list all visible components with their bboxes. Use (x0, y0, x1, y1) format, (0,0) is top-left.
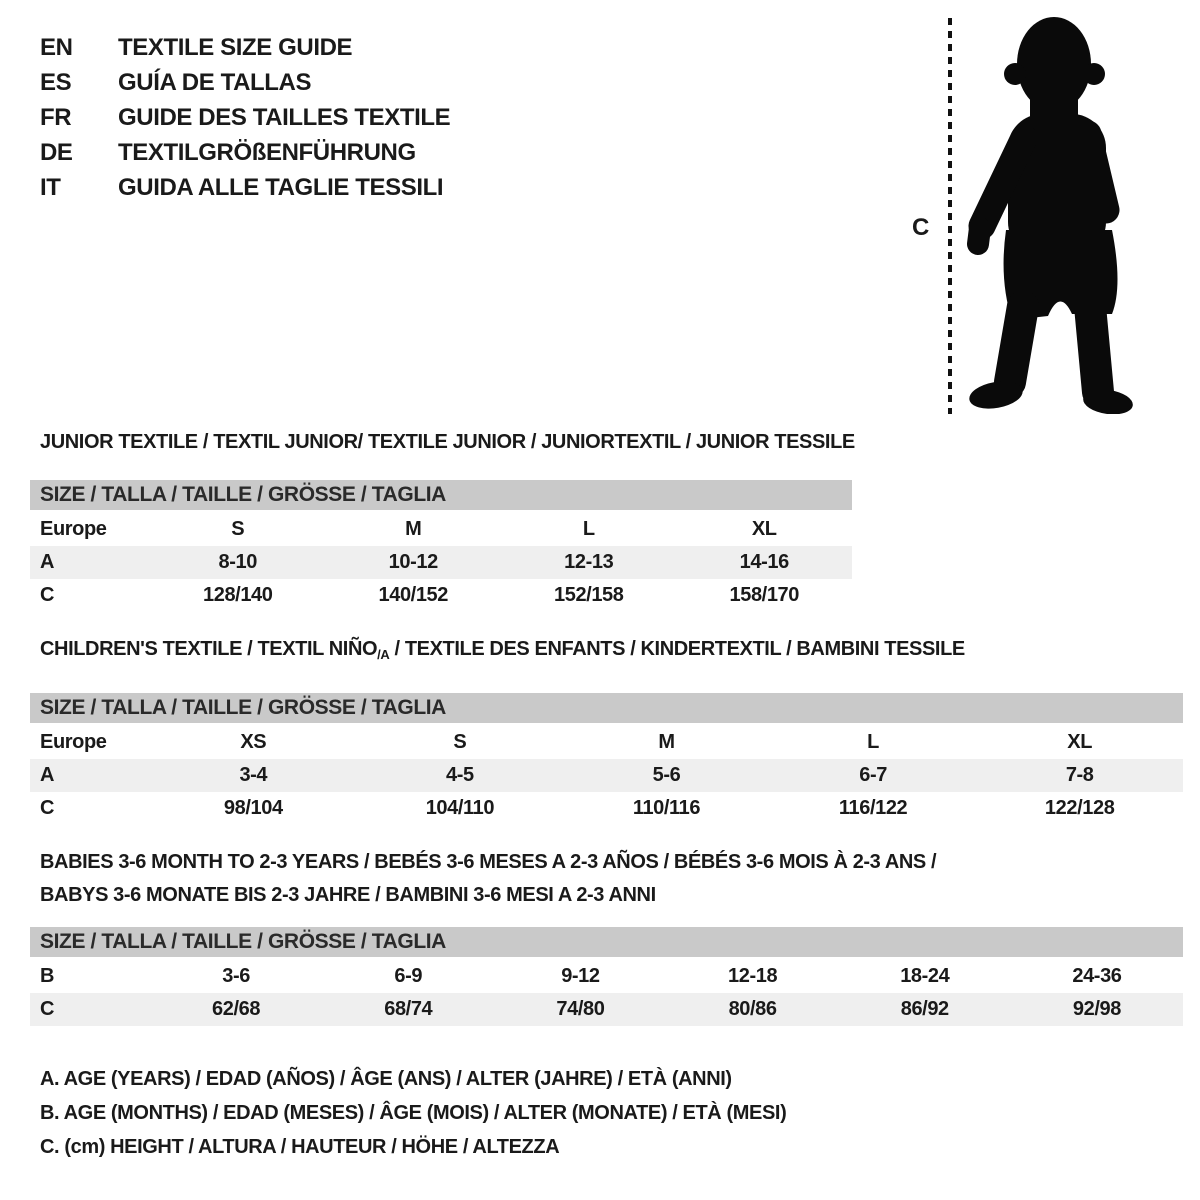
row-label: B (40, 965, 55, 987)
size-header-band: SIZE / TALLA / TAILLE / GRÖSSE / TAGLIA (30, 480, 852, 510)
babies-title-line1: BABIES 3-6 MONTH TO 2-3 YEARS / BEBÉS 3-6 MESES A 2-3 AÑOS / BÉBÉS 3-6 MOIS À 2-3 ANS / (40, 851, 937, 873)
table-row (30, 759, 1183, 792)
lang-row-fr (40, 100, 450, 135)
row-label: C (40, 797, 55, 819)
toddler-silhouette-icon (966, 14, 1134, 414)
size-cell: S (453, 731, 467, 753)
measurement-legend (40, 1062, 786, 1164)
lang-code: IT (40, 174, 61, 201)
size-cell: 116/122 (838, 797, 908, 819)
junior-size-table (30, 513, 852, 612)
lang-code: EN (40, 34, 73, 61)
size-cell: M (658, 731, 675, 753)
size-header-band: SIZE / TALLA / TAILLE / GRÖSSE / TAGLIA (30, 927, 1183, 957)
children-section (30, 637, 1183, 825)
junior-section (30, 430, 855, 612)
height-measure-label: C (912, 214, 929, 241)
children-title-post: / TEXTILE DES ENFANTS / KINDERTEXTIL / BAMBINI TESSILE (389, 638, 965, 660)
size-cell: 3-6 (222, 965, 250, 987)
table-row (30, 726, 1183, 759)
size-cell: 7-8 (1065, 764, 1094, 786)
size-cell: 158/170 (729, 584, 799, 606)
guide-title-it: GUIDA ALLE TAGLIE TESSILI (118, 174, 444, 201)
size-cell: XS (240, 731, 267, 753)
size-cell: M (405, 518, 422, 540)
size-cell: 128/140 (203, 584, 273, 606)
size-cell: 62/68 (212, 998, 261, 1020)
size-cell: 8-10 (218, 551, 257, 573)
junior-section-title: JUNIOR TEXTILE / TEXTIL JUNIOR/ TEXTILE JUNIOR / JUNIORTEXTIL / JUNIOR TESSILE (40, 431, 855, 453)
row-label: A (40, 764, 55, 786)
children-title-sub: /A (377, 647, 390, 662)
size-cell: 10-12 (388, 551, 438, 573)
size-cell: 98/104 (223, 797, 283, 819)
size-cell: 6-7 (859, 764, 887, 786)
size-header-band: SIZE / TALLA / TAILLE / GRÖSSE / TAGLIA (30, 693, 1183, 723)
size-cell: S (231, 518, 245, 540)
size-cell: 152/158 (554, 584, 624, 606)
size-cell: L (867, 731, 879, 753)
row-label: Europe (40, 731, 107, 753)
row-label: C (40, 584, 55, 606)
children-title-pre: CHILDREN'S TEXTILE / TEXTIL NIÑO (40, 638, 378, 660)
row-label: Europe (40, 518, 107, 540)
size-cell: 68/74 (384, 998, 433, 1020)
lang-row-it (40, 170, 450, 205)
lang-code: ES (40, 69, 72, 96)
babies-title-line2: BABYS 3-6 MONATE BIS 2-3 JAHRE / BAMBINI 3-6 MESI A 2-3 ANNI (40, 884, 656, 906)
size-cell: 14-16 (739, 551, 789, 573)
table-row (30, 993, 1183, 1026)
table-row (30, 513, 852, 546)
language-title-list (40, 30, 450, 205)
babies-section (30, 846, 1183, 1026)
row-label: C (40, 998, 55, 1020)
children-size-table (30, 726, 1183, 825)
size-cell: L (582, 518, 595, 540)
lang-row-en (40, 30, 450, 65)
size-cell: 24-36 (1072, 965, 1122, 987)
babies-size-table (30, 960, 1183, 1026)
size-cell: 4-5 (446, 764, 474, 786)
size-cell: 3-4 (239, 764, 268, 786)
guide-title-en: TEXTILE SIZE GUIDE (118, 34, 353, 61)
guide-title-es: GUÍA DE TALLAS (118, 69, 312, 96)
legend-line-a: A. AGE (YEARS) / EDAD (AÑOS) / ÂGE (ANS) / ALTER (JAHRE) / ETÀ (ANNI) (40, 1068, 732, 1090)
size-cell: 110/116 (632, 797, 701, 819)
guide-title-de: TEXTILGRÖßENFÜHRUNG (118, 139, 416, 166)
table-row (30, 960, 1183, 993)
size-cell: 122/128 (1044, 797, 1115, 819)
table-row (30, 546, 852, 579)
size-cell: 80/86 (728, 998, 777, 1020)
children-section-title (40, 637, 1183, 667)
lang-code: DE (40, 139, 73, 166)
size-cell: 6-9 (394, 965, 423, 987)
guide-title-fr: GUIDE DES TAILLES TEXTILE (118, 104, 451, 131)
size-cell: 12-13 (564, 551, 614, 573)
table-row (30, 579, 852, 612)
legend-line-b: B. AGE (MONTHS) / EDAD (MESES) / ÂGE (MOIS) / ALTER (MONATE) / ETÀ (MESI) (40, 1102, 787, 1124)
size-cell: 74/80 (556, 998, 605, 1020)
size-cell: 12-18 (728, 965, 778, 987)
table-row (30, 792, 1183, 825)
size-cell: XL (751, 518, 777, 540)
babies-section-title (40, 846, 1183, 912)
size-cell: 86/92 (900, 998, 949, 1020)
legend-line-c: C. (cm) HEIGHT / ALTURA / HAUTEUR / HÖHE / ALTEZZA (40, 1136, 560, 1158)
size-cell: 140/152 (378, 584, 448, 606)
lang-code: FR (40, 104, 72, 131)
height-dashed-line-icon (946, 18, 954, 414)
size-cell: 18-24 (900, 965, 950, 987)
row-label: A (40, 551, 55, 573)
size-cell: 92/98 (1072, 998, 1121, 1020)
size-cell: XL (1067, 731, 1093, 753)
size-cell: 5-6 (652, 764, 681, 786)
size-cell: 9-12 (561, 965, 600, 987)
lang-row-de (40, 135, 450, 170)
size-cell: 104/110 (425, 797, 495, 819)
lang-row-es (40, 65, 450, 100)
